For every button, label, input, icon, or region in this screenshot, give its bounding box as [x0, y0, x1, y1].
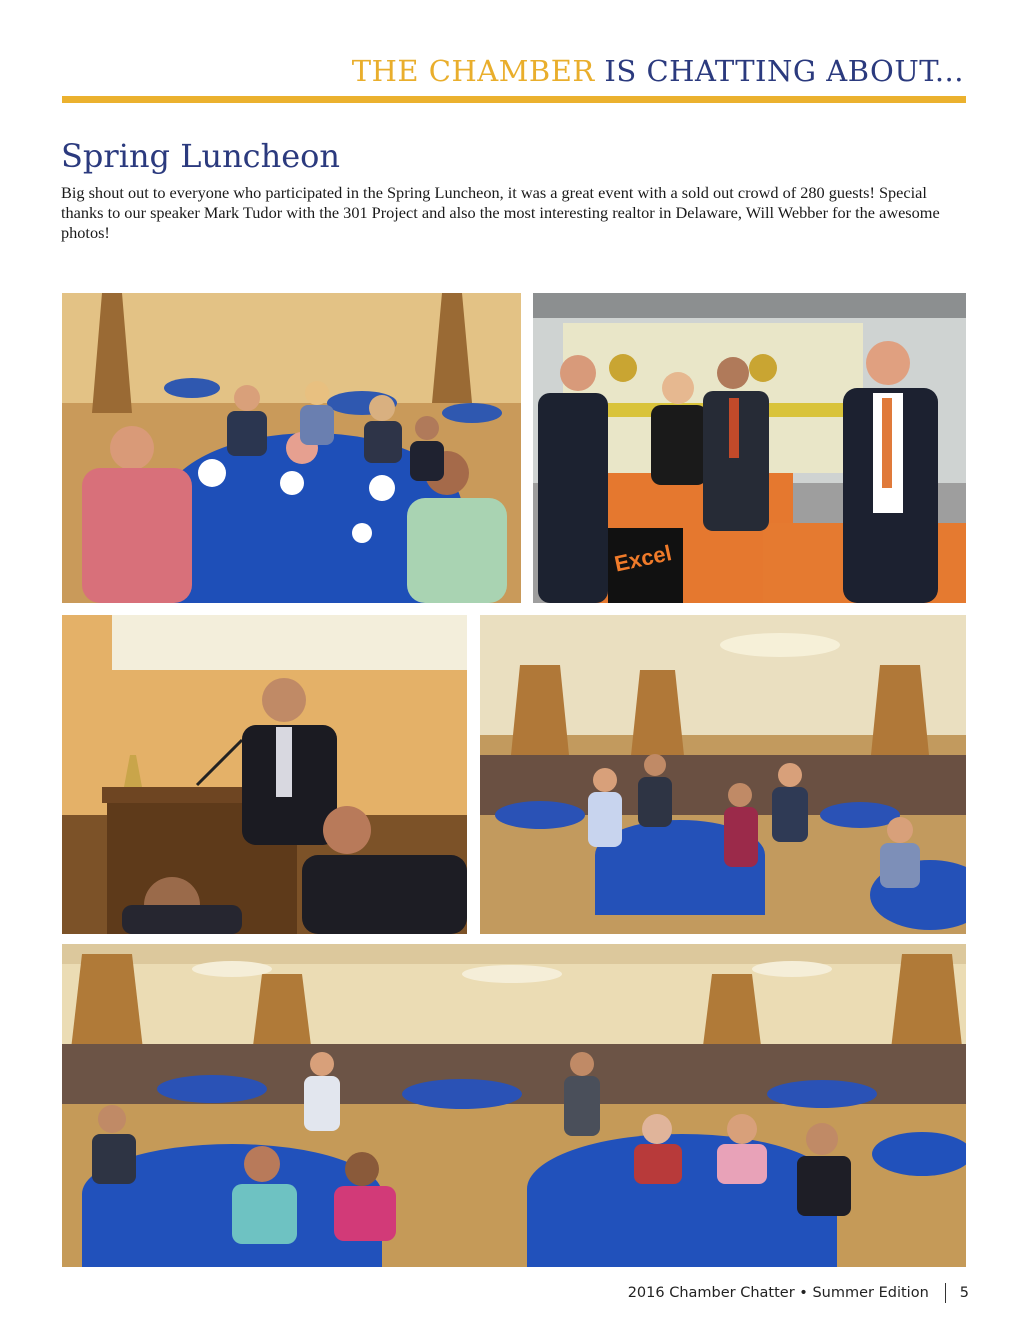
footer-separator: [945, 1283, 946, 1303]
photo-vendor-table: [533, 293, 966, 603]
photo-crowd-room: [480, 615, 966, 934]
photo-wide-hall: [62, 944, 966, 1267]
excel-sign-text: Excel: [612, 540, 674, 577]
page-footer: [628, 1283, 969, 1303]
photo-speaker-podium: [62, 615, 467, 934]
header-title-accent: THE CHAMBER: [351, 54, 595, 88]
article-body: Big shout out to everyone who participated in the Spring Luncheon, it was a great event with a sold out crowd of 280 guests! Special thanks to our speaker Mark Tudor with the 301 Project and also the most interesting realtor in Delaware, Will Webber for the awesome photos!: [61, 183, 940, 242]
article-title: Spring Luncheon: [61, 137, 341, 175]
header-rule: [62, 96, 966, 103]
page-header-title: [352, 54, 964, 88]
header-title-rest: IS CHATTING ABOUT...: [594, 54, 964, 88]
photo-table-guests: [62, 293, 521, 603]
footer-publication: 2016 Chamber Chatter • Summer Edition: [627, 1285, 929, 1301]
footer-page-number: 5: [959, 1285, 969, 1301]
